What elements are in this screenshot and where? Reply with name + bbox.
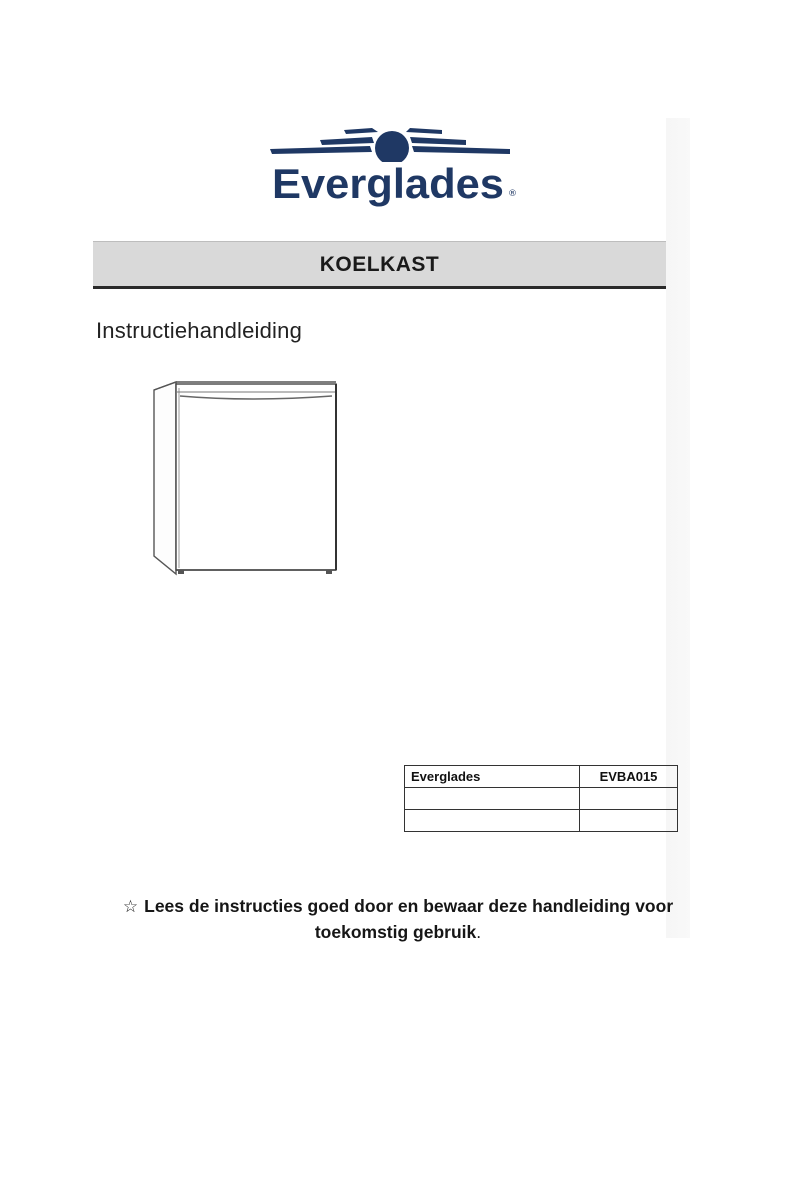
title-bar [93, 241, 666, 289]
table-row [405, 766, 678, 788]
document-subtitle: Instructiehandleiding [96, 318, 303, 343]
table-cell [580, 810, 678, 832]
table-cell [405, 788, 580, 810]
table-cell [580, 788, 678, 810]
brand-cell: Everglades [405, 766, 580, 788]
star-outline-icon: ☆ [122, 897, 139, 917]
table-row [405, 810, 678, 832]
model-number-cell: EVBA015 [580, 766, 678, 788]
everglades-logo [260, 118, 530, 214]
fridge-icon [150, 378, 342, 578]
model-table [404, 765, 678, 832]
table-cell [405, 810, 580, 832]
page-title: KOELKAST [319, 253, 440, 276]
notice-text: Lees de instructies goed door en bewaar deze handleiding voor toekomstig gebruik [144, 896, 674, 942]
table-row [405, 788, 678, 810]
brand-wordmark: Everglades [272, 160, 504, 207]
instruction-notice [98, 894, 698, 945]
trademark-symbol: ® [508, 189, 517, 199]
notice-period: . [476, 922, 482, 942]
